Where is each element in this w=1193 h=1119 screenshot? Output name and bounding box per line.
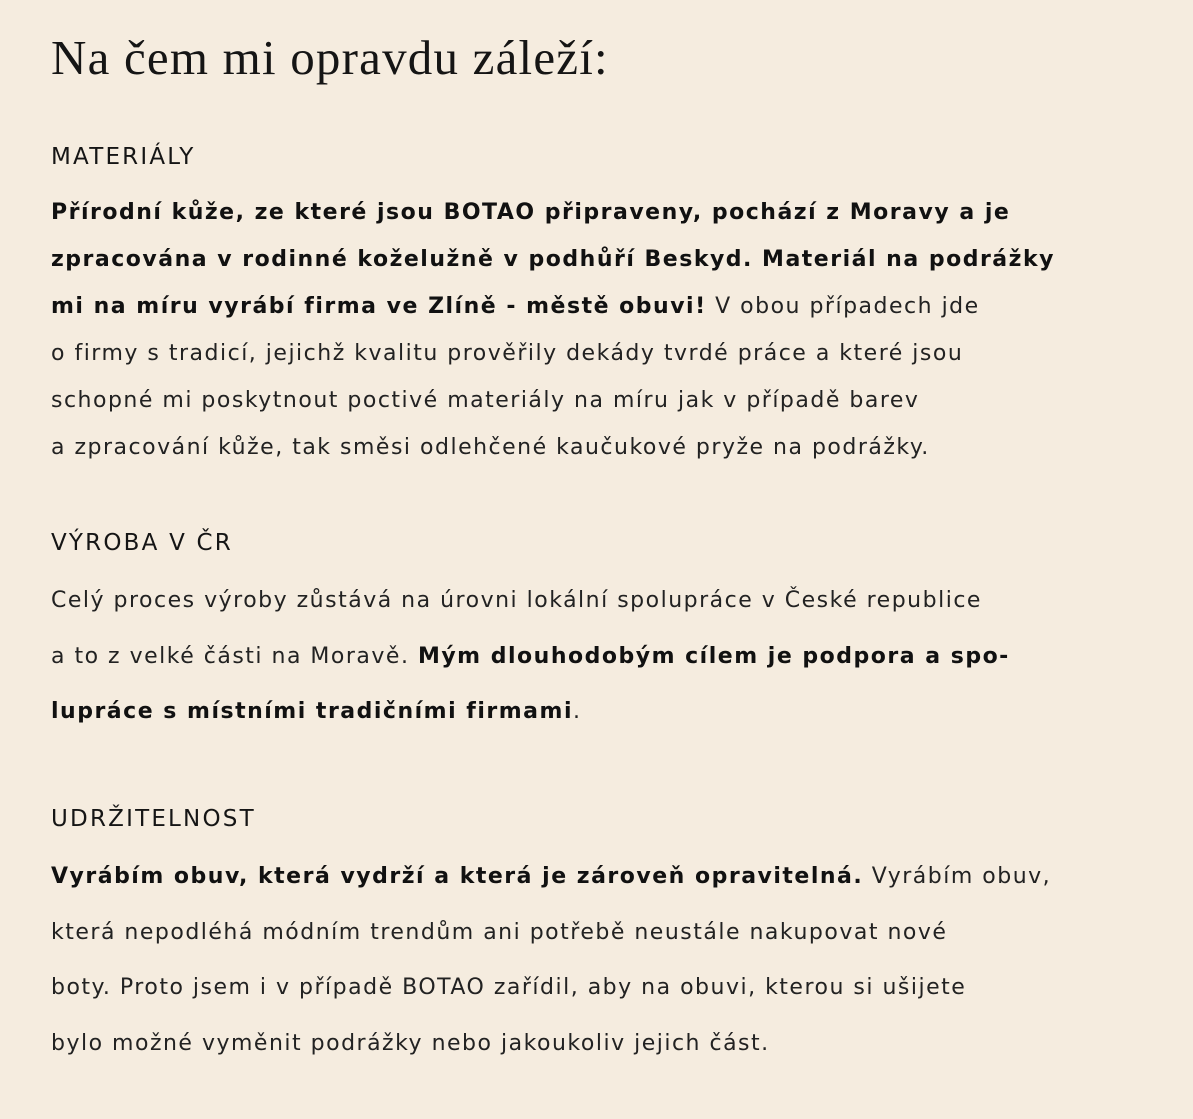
- section-materials: [51, 142, 1161, 471]
- page-title: Na čem mi opravdu záleží:: [51, 30, 609, 85]
- bold-text: zpracována v rodinné koželužně v podhůří Beskyd. Materiál na podrážky: [51, 247, 1055, 272]
- section-paragraph-sustainability: [51, 849, 1161, 1071]
- section-paragraph-production: [51, 573, 1161, 740]
- body-text: která nepodléhá módním trendům ani potřebě neustále nakupovat nové: [51, 919, 948, 945]
- bold-text: lupráce s místními tradičními firmami: [51, 699, 573, 724]
- section-heading-materials: MATERIÁLY: [51, 144, 196, 170]
- body-text: schopné mi poskytnout poctivé materiály na míru jak v případě barev: [51, 388, 920, 413]
- body-text: Celý proces výroby zůstává na úrovni lokální spolupráce v České republice: [51, 588, 982, 613]
- body-text: .: [573, 699, 582, 724]
- paragraph-line: [51, 1016, 1161, 1072]
- paragraph-line: [51, 905, 1161, 961]
- bold-text: mi na míru vyrábí firma ve Zlíně - městě obuvi!: [51, 294, 707, 319]
- section-heading-production: VÝROBA V ČR: [51, 530, 233, 556]
- body-text: o firmy s tradicí, jejichž kvalitu prověřily dekády tvrdé práce a které jsou: [51, 341, 964, 366]
- paragraph-line: [51, 960, 1161, 1016]
- bold-text: Přírodní kůže, ze které jsou BOTAO připraveny, pochází z Moravy a je: [51, 200, 1011, 225]
- paragraph-line: [51, 377, 1161, 424]
- body-text: a zpracování kůže, tak směsi odlehčené kaučukové pryže na podrážky.: [51, 435, 930, 460]
- paragraph-line: [51, 573, 1161, 629]
- section-heading-sustainability: UDRŽITELNOST: [51, 806, 256, 832]
- body-text: bylo možné vyměnit podrážky nebo jakoukoliv jejich část.: [51, 1030, 770, 1056]
- bold-text: Mým dlouhodobým cílem je podpora a spo-: [417, 643, 1010, 669]
- body-text: boty. Proto jsem i v případě BOTAO zařídil, aby na obuvi, kterou si ušijete: [51, 975, 967, 1000]
- paragraph-line: [51, 849, 1161, 905]
- paragraph-line: [51, 283, 1161, 330]
- section-sustainability: [51, 804, 1161, 1071]
- body-text: a to z velké části na Moravě.: [51, 643, 418, 669]
- paragraph-line: [51, 629, 1161, 685]
- paragraph-line: [51, 236, 1161, 283]
- section-production: [51, 528, 1161, 740]
- paragraph-line: [51, 424, 1161, 471]
- paragraph-line: [51, 189, 1161, 236]
- paragraph-line: [51, 330, 1161, 377]
- body-text: Vyrábím obuv,: [863, 864, 1052, 889]
- bold-text: Vyrábím obuv, která vydrží a která je zároveň opravitelná.: [51, 864, 864, 889]
- section-paragraph-materials: [51, 189, 1161, 471]
- body-text: V obou případech jde: [706, 294, 980, 319]
- paragraph-line: [51, 684, 1161, 740]
